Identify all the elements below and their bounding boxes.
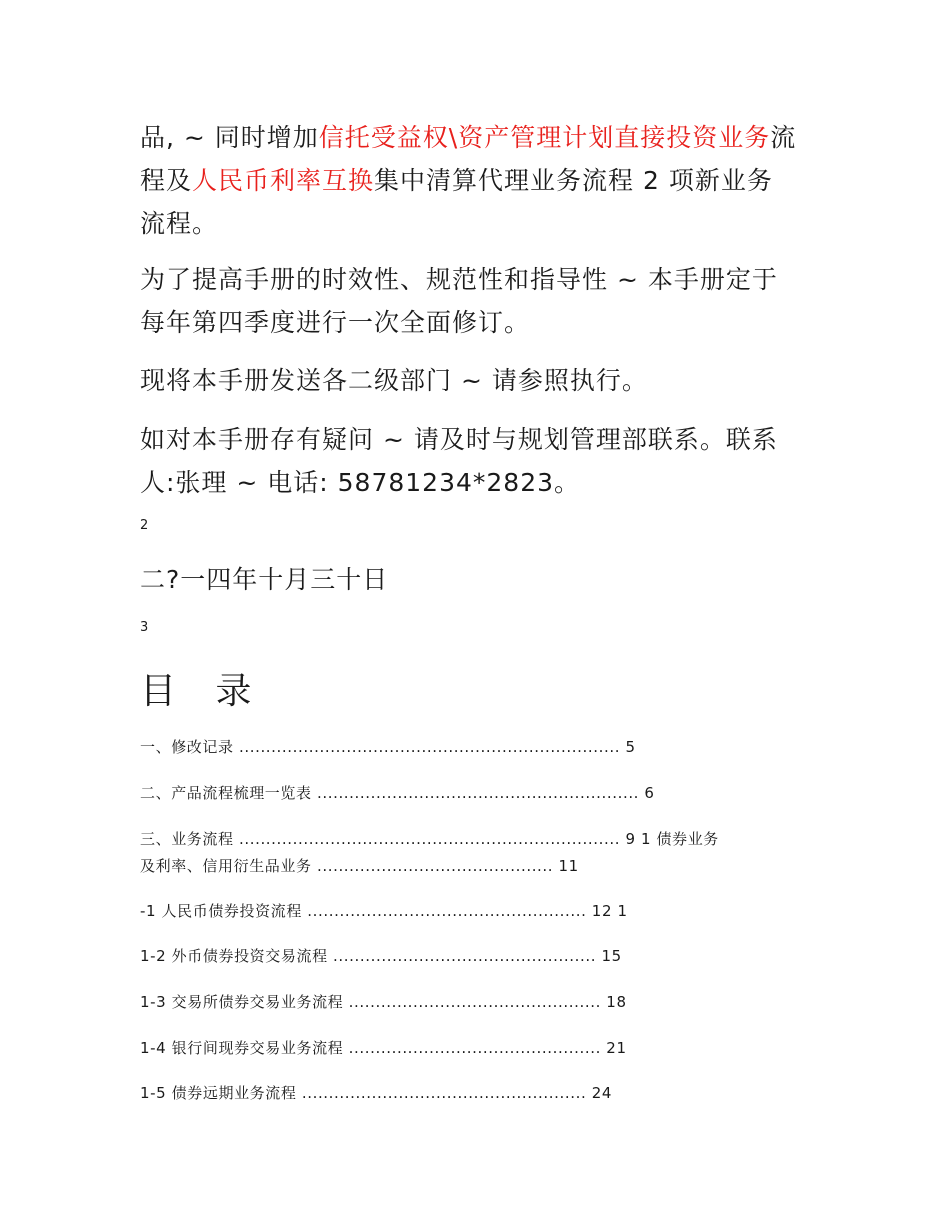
toc-entry[interactable]: 二、产品流程梳理一览表 ............................................................ 6 xyxy=(140,784,655,802)
revision-line-1: 为了提高手册的时效性、规范性和指导性 ~ 本手册定于 xyxy=(140,265,778,294)
contact-line-1: 如对本手册存有疑问 ~ 请及时与规划管理部联系。联系 xyxy=(140,425,778,454)
toc-title: 目 录 xyxy=(140,671,266,712)
text-span: 流 xyxy=(770,123,797,152)
text-span: 程及 xyxy=(140,166,193,195)
contact-paragraph xyxy=(140,418,820,504)
text-span: 集中清算代理业务流程 2 项新业务 xyxy=(374,166,773,195)
intro-line-3: 流程。 xyxy=(140,209,219,238)
document-date: 二?一四年十月三十日 xyxy=(140,565,389,594)
intro-paragraph xyxy=(140,116,820,245)
intro-line-1 xyxy=(140,116,820,159)
text-span: 品, ~ 同时增加 xyxy=(140,123,319,152)
toc-entry[interactable]: 1-3 交易所债券交易业务流程 ............................................... 18 xyxy=(140,993,627,1011)
revision-paragraph xyxy=(140,258,820,344)
toc-entry[interactable]: 及利率、信用衍生品业务 ............................................ 11 xyxy=(140,857,579,875)
revision-line-2: 每年第四季度进行一次全面修订。 xyxy=(140,308,531,337)
toc-entry[interactable]: 一、修改记录 ....................................................................... 5 xyxy=(140,738,636,756)
toc-entry[interactable]: 1-5 债券远期业务流程 ..................................................... 24 xyxy=(140,1084,612,1102)
toc-entry[interactable]: 1-2 外币债券投资交易流程 ................................................. 15 xyxy=(140,947,622,965)
page-number: 3 xyxy=(140,620,149,635)
intro-line-2 xyxy=(140,159,820,202)
highlight-text: 信托受益权\资产管理计划直接投资业务 xyxy=(318,123,771,152)
contact-line-2: 人:张理 ~ 电话: 58781234*2823。 xyxy=(140,468,581,497)
toc-entry[interactable]: -1 人民币债券投资流程 .................................................... 12 1 xyxy=(140,902,628,920)
page-number: 2 xyxy=(140,518,149,533)
distribution-paragraph xyxy=(140,359,820,402)
toc-entry[interactable]: 三、业务流程 ....................................................................... 9 1 债券业务 xyxy=(140,830,719,848)
toc-entry[interactable]: 1-4 银行间现券交易业务流程 ............................................... 21 xyxy=(140,1039,627,1057)
highlight-text: 人民币利率互换 xyxy=(192,166,375,195)
distribution-line-1: 现将本手册发送各二级部门 ~ 请参照执行。 xyxy=(140,366,648,395)
